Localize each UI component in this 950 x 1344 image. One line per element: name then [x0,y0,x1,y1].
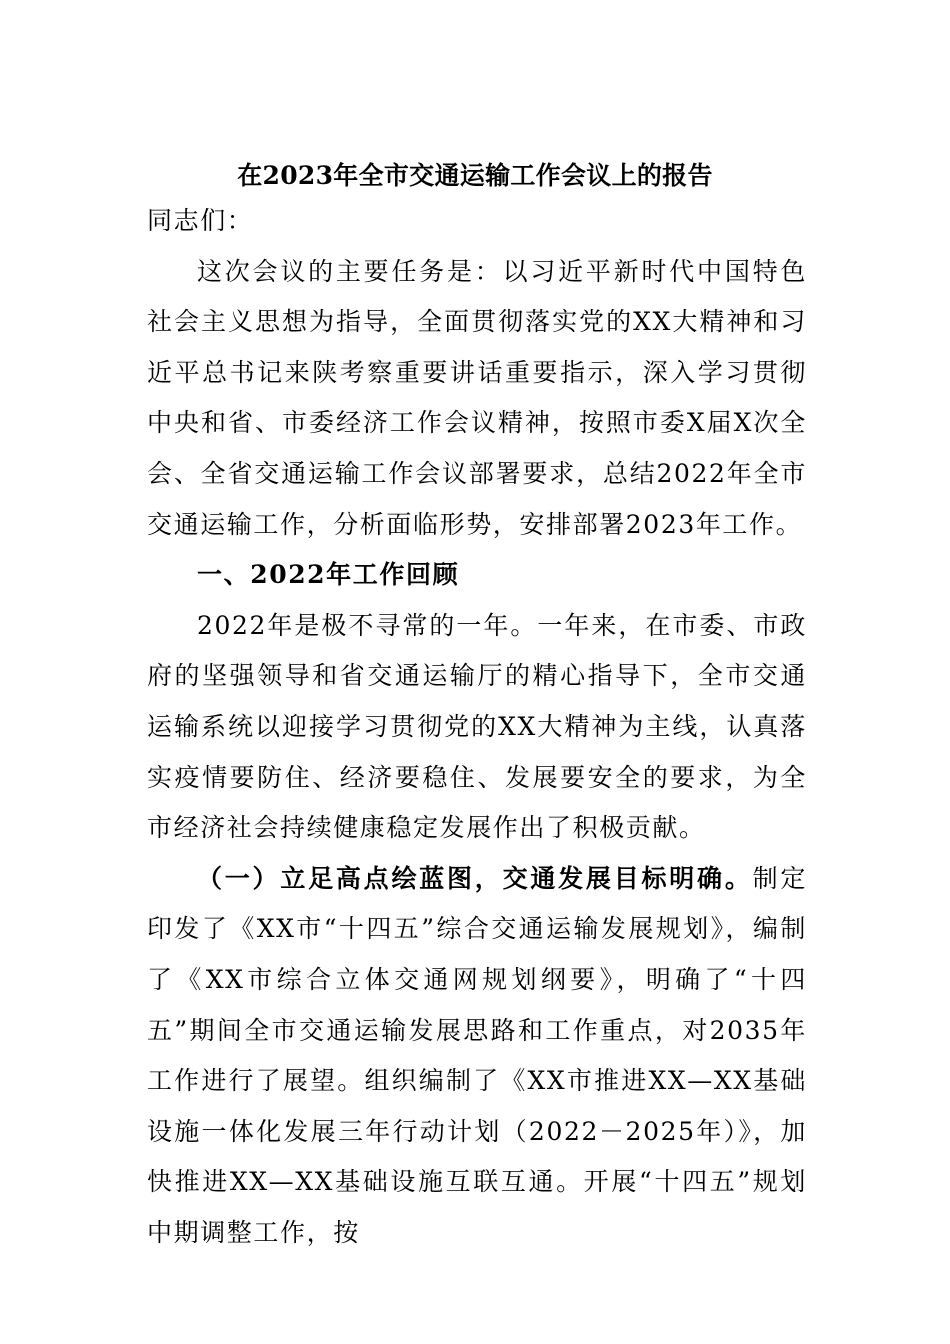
intro-paragraph: 这次会议的主要任务是：以习近平新时代中国特色社会主义思想为指导，全面贯彻落实党的XX大精神和习近平总书记来陕考察重要讲话重要指示，深入学习贯彻中央和省、市委经济工作会议精神，按照市委X届X次全会、全省交通运输工作会议部署要求，总结2022年全市交通运输工作，分析面临形势，安排部署2023年工作。 [147,256,807,539]
subsection-heading: （一）立足高点绘蓝图，交通发展目标明确。 [197,863,753,893]
review-paragraph: 2022年是极不寻常的一年。一年来，在市委、市政府的坚强领导和省交通运输厅的精心指导下，全市交通运输系统以迎接学习贯彻党的XX大精神为主线，认真落实疫情要防住、经济要稳住、发展要安全的要求，为全市经济社会持续健康稳定发展作出了积极贡献。 [147,610,807,843]
document-title: 在2023年全市交通运输工作会议上的报告 [237,161,713,190]
section-heading: 一、2022年工作回顾 [197,560,460,590]
document-body [147,196,807,1258]
subsection-text: 制定印发了《XX市“十四五”综合交通运输发展规划》，编制了《XX市综合立体交通网规划纲要》，明确了“十四五”期间全市交通运输发展思路和工作重点，对2035年工作进行了展望。组织编制了《XX市推进XX—XX基础设施一体化发展三年行动计划（2022－2025年）》，加快推进XX—XX基础设施互联互通。开展“十四五”规划中期调整工作，按 [147,863,807,1247]
subsection-paragraph [147,854,807,1259]
salutation: 同志们： [147,206,254,235]
